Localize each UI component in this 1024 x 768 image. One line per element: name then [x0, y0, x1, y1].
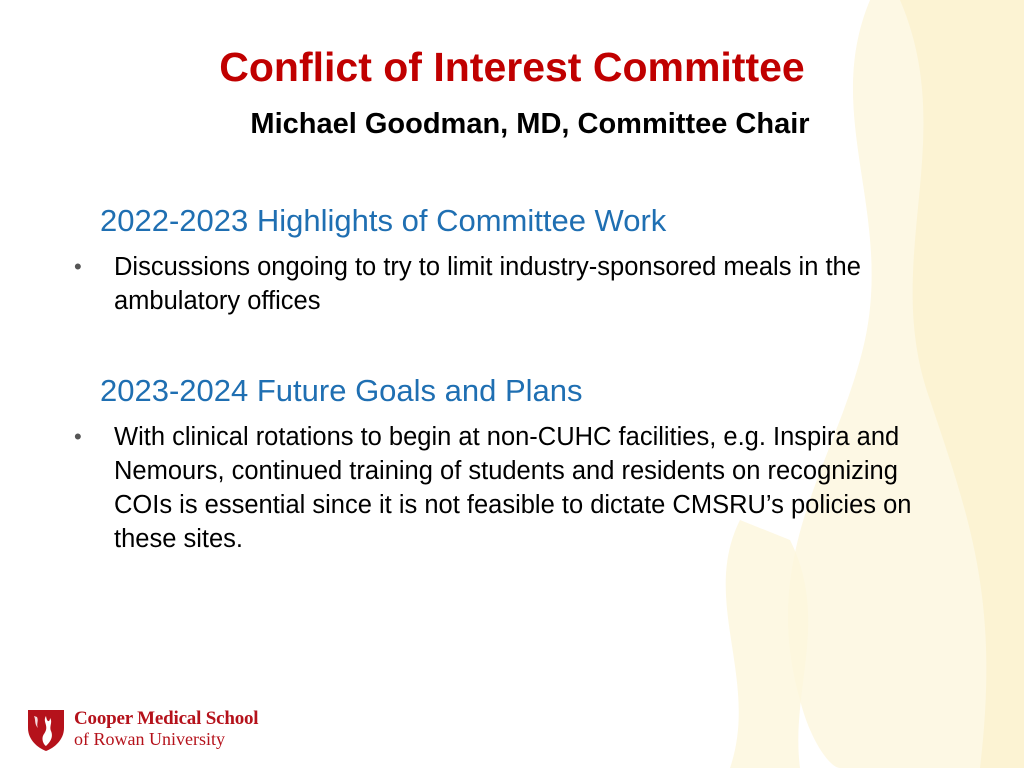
- logo-line-2: of Rowan University: [74, 729, 225, 749]
- bullet-text: Discussions ongoing to try to limit industry-sponsored meals in the ambulatory offices: [114, 253, 861, 315]
- bullet-text: With clinical rotations to begin at non-CUHC facilities, e.g. Inspira and Nemours, continued training of students and residents on recognizing COIs is essential since it is not feasible to dictate CMSRU’s policies on these sites.: [114, 423, 912, 553]
- bullet-icon: •: [74, 254, 82, 279]
- flame-shield-icon: [26, 706, 66, 752]
- logo-wordmark: [74, 709, 258, 749]
- school-logo: [26, 706, 258, 752]
- section-heading-goals: 2023-2024 Future Goals and Plans: [100, 373, 583, 408]
- list-item: [70, 250, 970, 318]
- list-item: [70, 420, 950, 556]
- slide-title: Conflict of Interest Committee: [219, 44, 805, 90]
- bullet-icon: •: [74, 424, 82, 449]
- section-heading-highlights: 2022-2023 Highlights of Committee Work: [100, 203, 667, 238]
- slide-subtitle: Michael Goodman, MD, Committee Chair: [250, 108, 810, 140]
- logo-line-1: Cooper Medical School: [74, 708, 259, 729]
